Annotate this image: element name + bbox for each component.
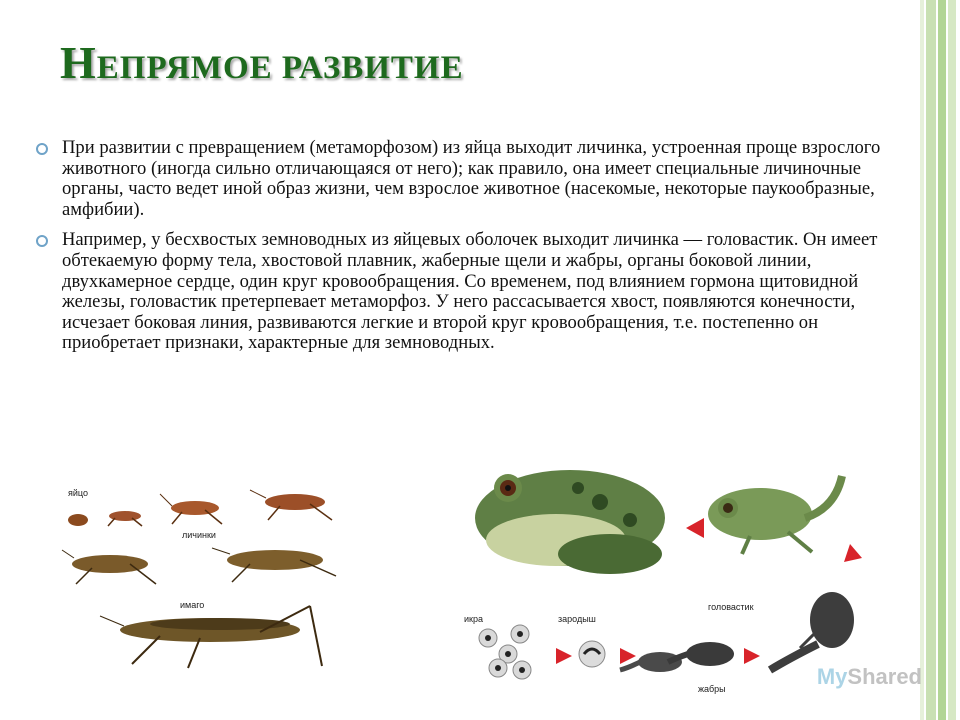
spawn-label: икра <box>464 614 483 624</box>
embryo-icon <box>579 641 605 667</box>
watermark-suffix: Shared <box>847 664 922 689</box>
grasshopper-larva-4-icon <box>62 550 156 584</box>
arrow-right-icon <box>556 648 572 664</box>
watermark-prefix: My <box>816 664 848 689</box>
grasshopper-larva-3-icon <box>250 490 332 520</box>
tadpole-label: головастик <box>708 602 754 612</box>
bullet-circle-icon <box>36 235 48 247</box>
adult-frog-icon <box>475 470 665 574</box>
embryo-label: зародыш <box>558 614 596 624</box>
adult-label: имаго <box>180 600 205 610</box>
grasshopper-larva-5-icon <box>212 548 336 582</box>
arrow-up-icon <box>844 544 862 562</box>
frog-spawn-icon <box>479 625 531 679</box>
slide-title <box>60 36 464 89</box>
grasshopper-adult-icon <box>100 606 322 668</box>
tadpole-with-legs-icon <box>770 592 854 670</box>
bullet-text: При развитии с превращением (метаморфозом) из яйца выходит личинка, устроенная проще взрослого животного (иногда сильно отличающаяся от него); как правило, она имеет специальные личиночные органы, часто ведет иной образ жизни, чем взрослое животное (насекомые, некоторые паукообразные, амфибии). <box>62 137 881 220</box>
bullet-list <box>36 138 916 364</box>
bullet-circle-icon <box>36 143 48 155</box>
slide-title-rest: ЕПРЯМОЕ РАЗВИТИЕ <box>96 50 464 86</box>
arrow-right-icon <box>744 648 760 664</box>
arrow-left-icon <box>686 518 704 538</box>
grasshopper-larva-1-icon <box>108 511 142 526</box>
bullet-item <box>36 138 916 220</box>
watermark <box>817 664 922 690</box>
egg-label: яйцо <box>68 488 88 498</box>
larvae-label: личинки <box>182 530 216 540</box>
grasshopper-metamorphosis-figure <box>60 476 390 706</box>
grasshopper-larva-2-icon <box>160 494 222 524</box>
bullet-text: Например, у бесхвостых земноводных из яйцевых оболочек выходит личинка — головастик. Он имеет обтекаемую форму тела, хвостовой плавник, жаберные щели и жабры, органы боковой линии, двухкамерное сердце, один круг кровообращения. Со временем, под влиянием гормона щитовидной железы, головастик претерпевает метаморфоз. У него рассасывается хвост, появляются конечности, исчезает боковая линия, развиваются легкие и второй круг кровообращения, т.е. постепенно он приобретает признаки, характерные для земноводных. <box>62 229 878 354</box>
froglet-icon <box>708 476 842 554</box>
slide-title-initial: Н <box>60 37 97 88</box>
bullet-item <box>36 230 916 354</box>
gills-label: жабры <box>698 684 726 694</box>
egg-icon <box>68 514 88 526</box>
arrow-right-icon <box>620 648 636 664</box>
decorative-side-stripes <box>920 0 960 720</box>
